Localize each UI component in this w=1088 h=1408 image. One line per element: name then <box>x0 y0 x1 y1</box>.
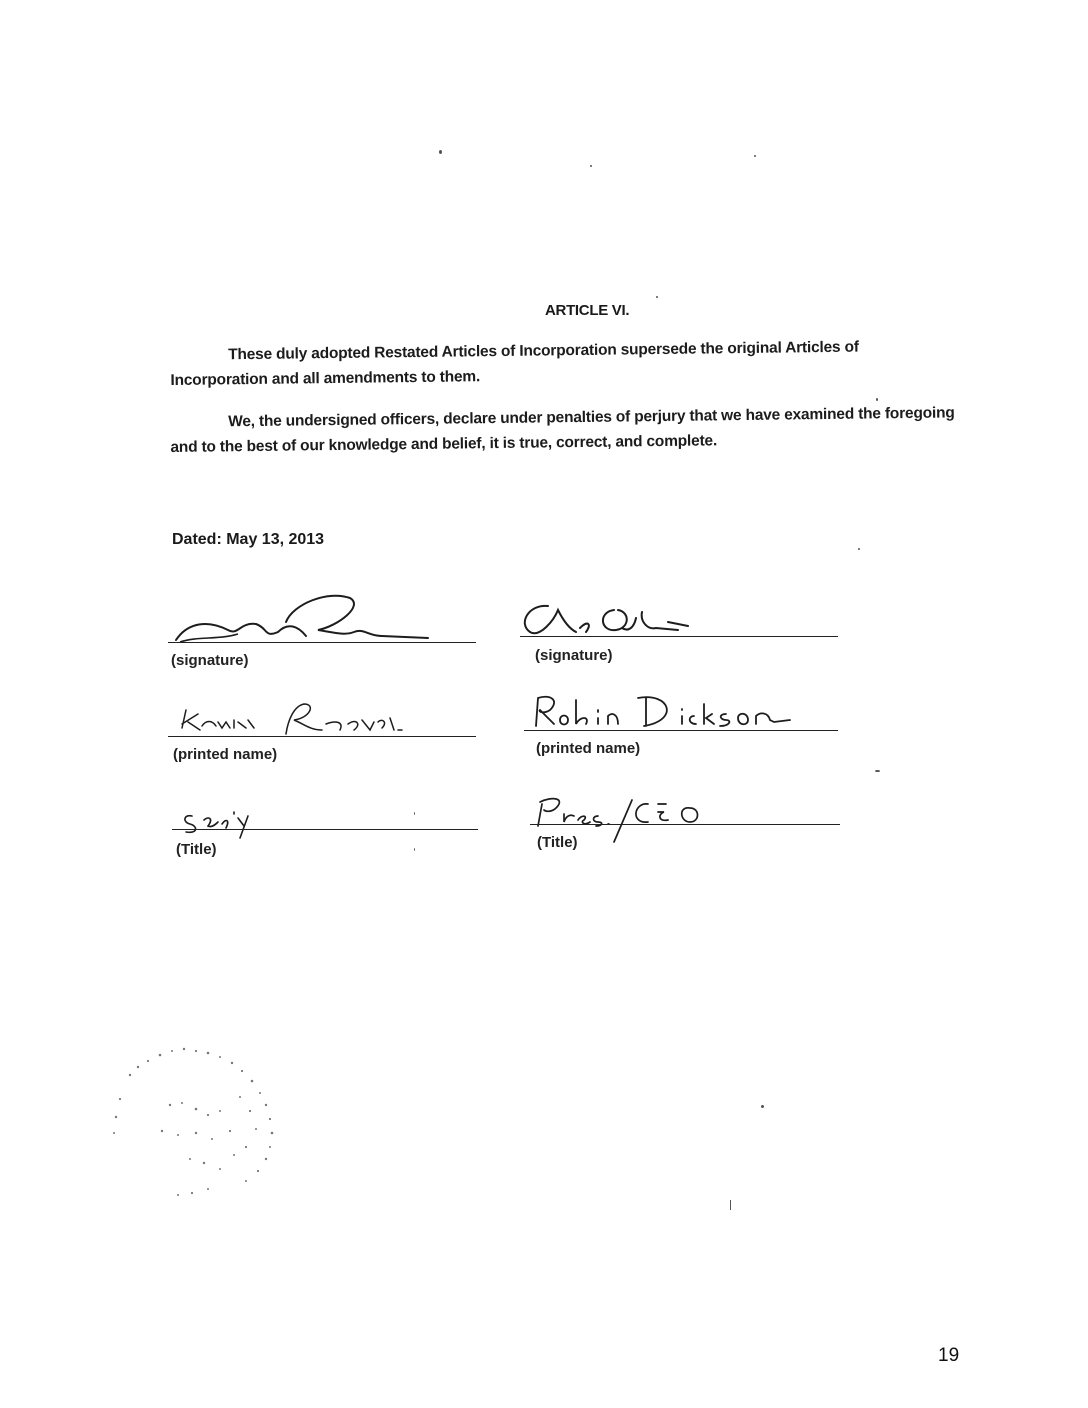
left-printed-name-line <box>168 736 476 737</box>
dated-line: Dated: May 13, 2013 <box>172 531 325 548</box>
declaration-text: We, the undersigned officers, declare under penalties of perjury that we have examined the foregoing and to the best of our knowledge and belief, it is true, correct, and complete. <box>170 404 955 456</box>
left-signature-label: (signature) <box>171 652 249 669</box>
left-signature-line <box>168 642 476 643</box>
scan-speck <box>656 296 658 298</box>
scan-speck <box>414 848 415 851</box>
scan-speck <box>439 150 442 154</box>
scan-speck <box>754 155 756 157</box>
scan-speck <box>875 770 880 772</box>
left-title-line <box>172 829 478 830</box>
supersede-text: These duly adopted Restated Articles of Incorporation supersede the original Articles of Incorporation and all amendments to them. <box>170 338 859 389</box>
left-printed-name-ink <box>176 700 436 740</box>
left-title-label: (Title) <box>176 841 217 858</box>
right-printed-name-line <box>524 730 838 731</box>
article-heading: ARTICLE VI. <box>545 302 630 319</box>
corporate-seal-emboss <box>100 1035 300 1205</box>
left-signature-ink <box>168 592 448 652</box>
declaration-paragraph <box>170 400 961 460</box>
supersede-paragraph <box>170 333 961 393</box>
scan-speck <box>414 812 415 815</box>
scan-speck <box>761 1105 764 1108</box>
right-printed-name-label: (printed name) <box>536 740 641 757</box>
right-signature-line <box>520 636 838 637</box>
left-printed-name-label: (printed name) <box>173 746 278 763</box>
page-number: 19 <box>938 1345 960 1366</box>
scan-speck <box>730 1200 731 1210</box>
right-signature-ink <box>518 598 778 648</box>
scan-speck <box>858 548 860 550</box>
right-title-label: (Title) <box>537 834 578 851</box>
scan-speck <box>590 165 592 167</box>
right-title-line <box>530 824 840 825</box>
right-signature-label: (signature) <box>535 647 613 664</box>
